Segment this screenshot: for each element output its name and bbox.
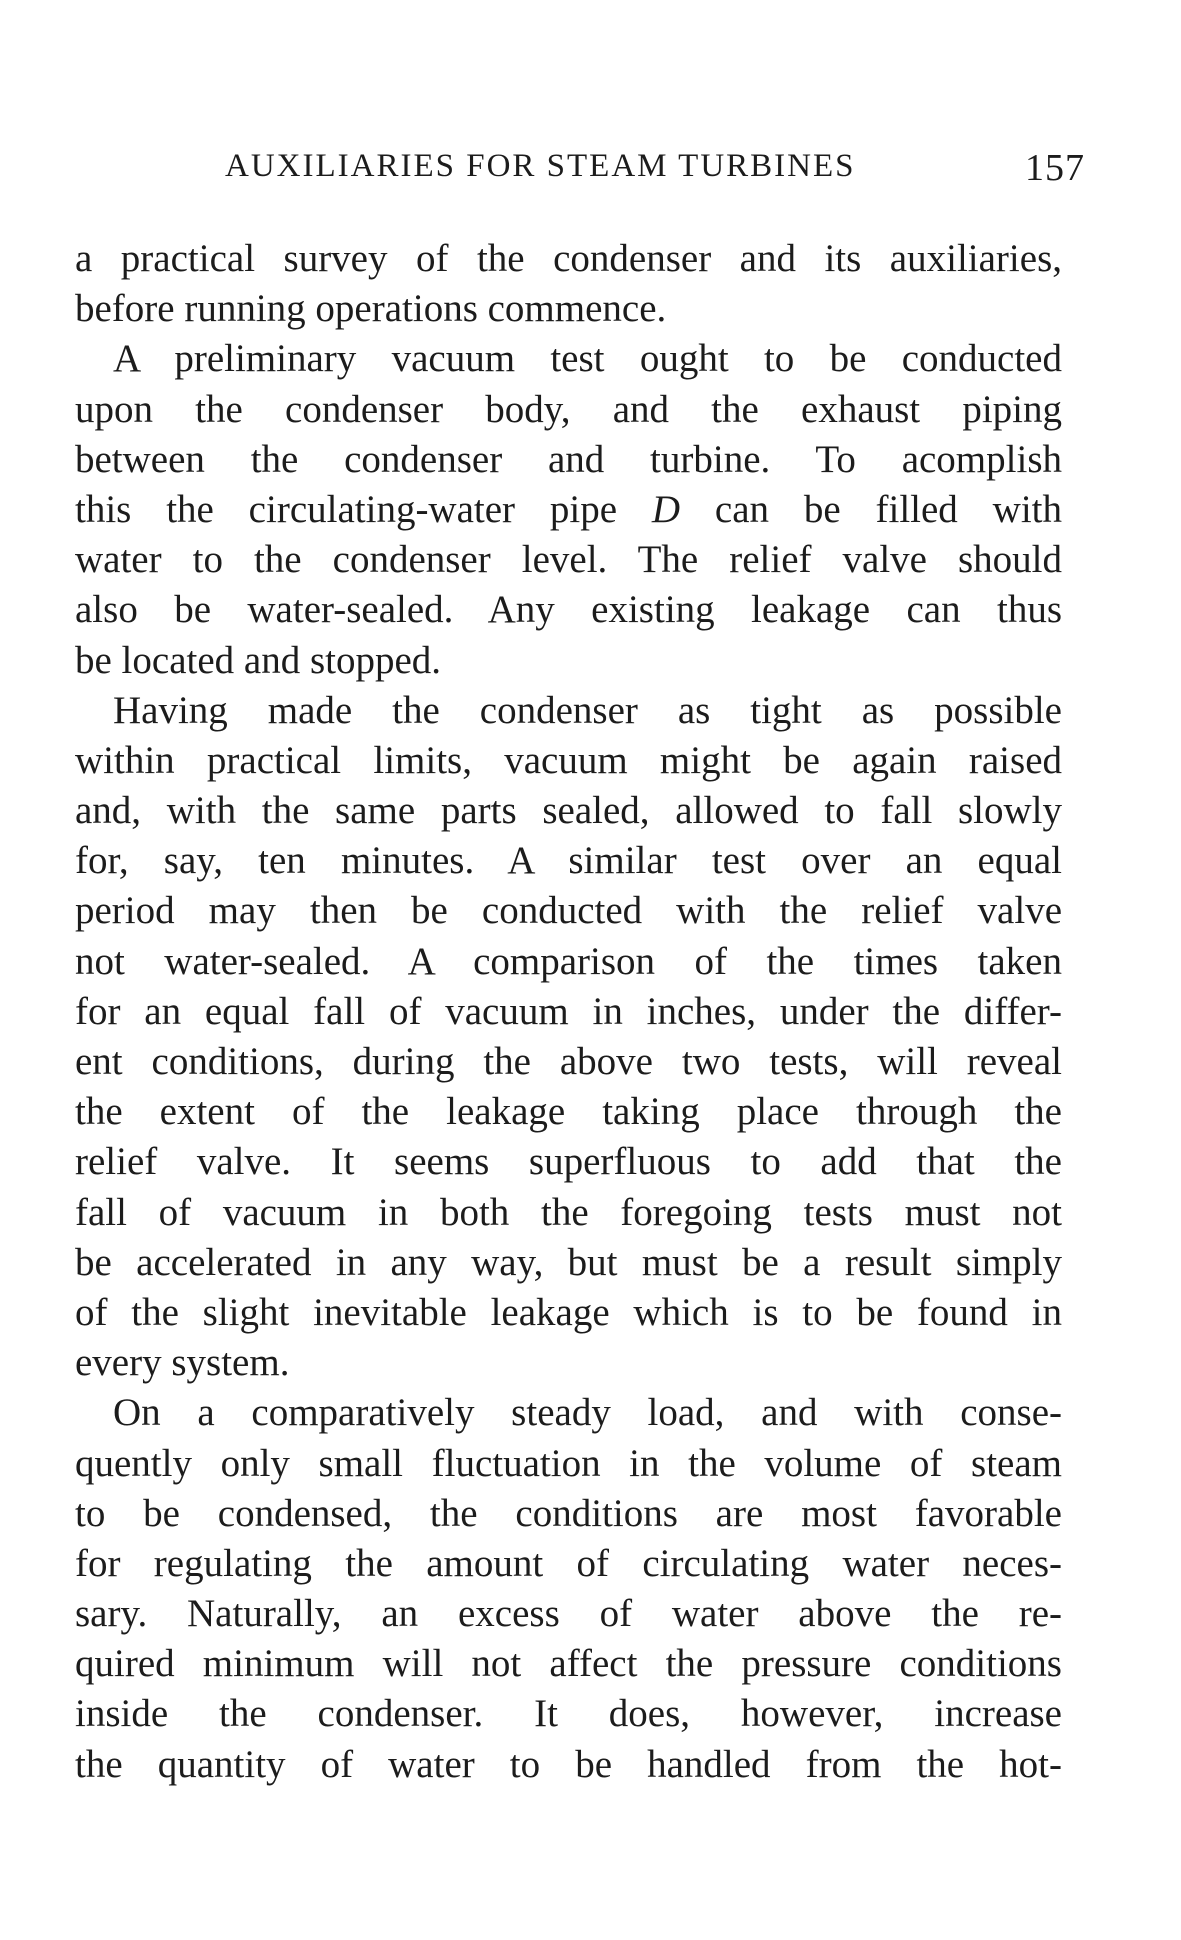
italic-symbol: D	[651, 487, 681, 531]
text-line: for an equal fall of vacuum in inches, under the differ-	[75, 989, 1062, 1033]
text-segment: this the circulating-water pipe	[75, 487, 652, 531]
text-line: ent conditions, during the above two tests, will reveal	[75, 1040, 1062, 1083]
text-line: A preliminary vacuum test ought to be conducted	[113, 337, 1062, 381]
text-line: to be condensed, the conditions are most favorable	[75, 1491, 1062, 1535]
text-line: be accelerated in any way, but must be a result simply	[75, 1240, 1062, 1284]
text-line: before running operations commence.	[75, 287, 667, 331]
text-line: quired minimum will not affect the pressure conditions	[75, 1642, 1062, 1686]
text-segment: can be filled with	[680, 487, 1062, 531]
text-line: a practical survey of the condenser and its auxiliaries,	[75, 237, 1062, 280]
text-line: upon the condenser body, and the exhaust piping	[75, 387, 1062, 431]
text-line: of the slight inevitable leakage which is to be found in	[75, 1290, 1062, 1334]
body-text	[75, 234, 1062, 1790]
text-line: relief valve. It seems superfluous to add that the	[75, 1140, 1062, 1184]
text-line: between the condenser and turbine. To acomplish	[75, 437, 1062, 481]
text-line: water to the condenser level. The relief valve should	[75, 538, 1062, 582]
text-line: for regulating the amount of circulating water neces-	[75, 1541, 1062, 1585]
text-line: within practical limits, vacuum might be again raised	[75, 738, 1062, 782]
text-line: Having made the condenser as tight as possible	[113, 688, 1062, 732]
text-line: the quantity of water to be handled from the hot-	[75, 1742, 1062, 1786]
text-line: period may then be conducted with the relief valve	[75, 889, 1062, 933]
running-title: AUXILIARIES FOR STEAM TURBINES	[225, 148, 856, 184]
text-line: sary. Naturally, an excess of water above the re-	[75, 1592, 1062, 1636]
page-number: 157	[1025, 147, 1085, 189]
text-line: every system.	[75, 1341, 290, 1385]
text-line: also be water-sealed. Any existing leakage can thus	[75, 588, 1062, 632]
text-line: On a comparatively steady load, and with conse-	[113, 1391, 1062, 1435]
text-line: for, say, ten minutes. A similar test over an equal	[75, 839, 1062, 883]
text-line: the extent of the leakage taking place through the	[75, 1090, 1062, 1134]
text-line: quently only small fluctuation in the volume of steam	[75, 1441, 1062, 1485]
text-line: inside the condenser. It does, however, increase	[75, 1692, 1062, 1736]
text-line	[75, 485, 1062, 535]
running-head	[75, 147, 1085, 198]
text-line: not water-sealed. A comparison of the times taken	[75, 939, 1062, 983]
text-line: fall of vacuum in both the foregoing tests must not	[75, 1190, 1062, 1234]
text-line: be located and stopped.	[75, 638, 442, 682]
text-line: and, with the same parts sealed, allowed to fall slowly	[75, 789, 1062, 833]
